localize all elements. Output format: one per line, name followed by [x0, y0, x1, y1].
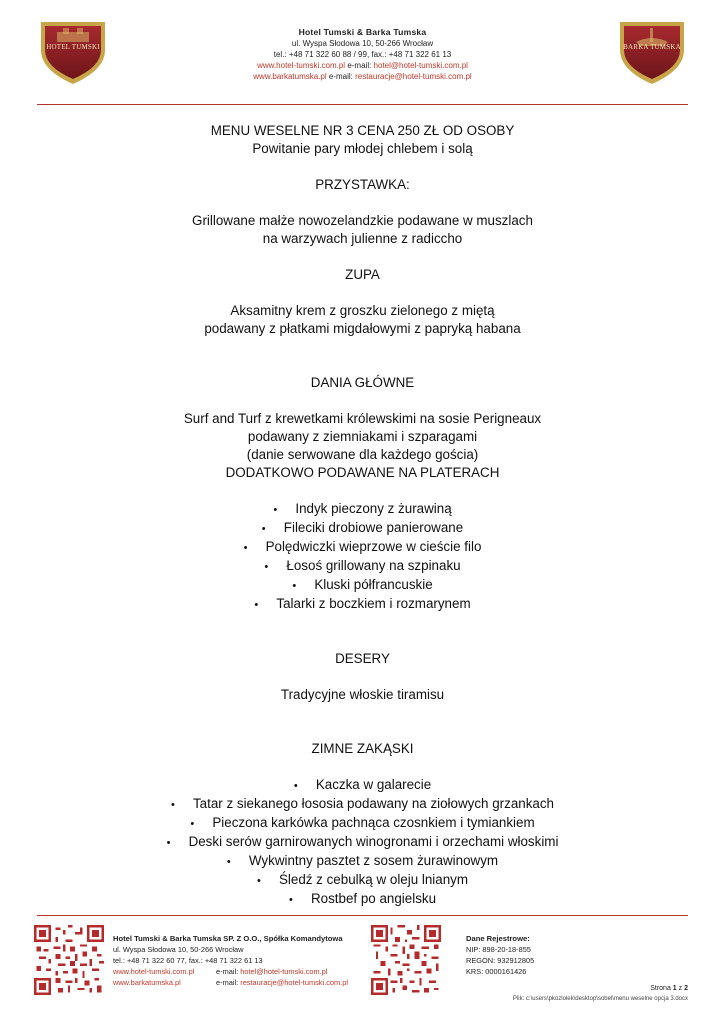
footer-company-name: Hotel Tumski & Barka Tumska SP. Z O.O., Spółka Komandytowa — [113, 934, 343, 943]
list-item: • Talarki z boczkiem i rozmarynem — [40, 595, 685, 614]
list-item: • Kaczka w galarecie — [40, 776, 685, 795]
footer-phone: tel.: +48 71 322 60 77, fax.: +48 71 322 61 13 — [113, 956, 263, 965]
header-contact-line-2 — [200, 71, 525, 82]
header-email-label: e-mail: — [345, 61, 374, 70]
soup-line: Aksamitny krem z groszku zielonego z miętą — [230, 303, 495, 318]
main-course-line: podawany z ziemniakami i szparagami — [247, 429, 478, 444]
header-phone: tel.: +48 71 322 60 88 / 99, fax.: +48 71 322 61 13 — [273, 50, 452, 59]
bullet-icon: • — [293, 780, 298, 792]
page-number: Strona 1 z 2 — [650, 985, 688, 992]
footer-website-hotel[interactable]: www.hotel-tumski.com.pl — [113, 967, 195, 976]
bullet-icon: • — [243, 542, 248, 554]
main-course-heading: DANIA GŁÓWNE — [310, 375, 415, 390]
bullet-icon: • — [190, 818, 195, 830]
footer-email-hotel[interactable]: hotel@hotel-tumski.com.pl — [240, 967, 328, 976]
footer-email-restaurant[interactable]: restauracje@hotel-tumski.com.pl — [240, 978, 348, 987]
qr-code-barka[interactable] — [371, 925, 441, 995]
list-item: • Polędwiczki wieprzowe w cieście filo — [40, 538, 685, 557]
list-item: • Łosoś grillowany na szpinaku — [40, 557, 685, 576]
logo-wordmark: BARKA TUMSKA — [623, 43, 681, 51]
file-path: Plik: c:\users\pkozlolek\desktop\sobel\menu weselne opcja 3.docx — [512, 996, 688, 1002]
soup-heading: ZUPA — [345, 267, 380, 282]
bullet-icon: • — [292, 580, 297, 592]
footer-website-barka[interactable]: www.barkatumska.pl — [113, 978, 181, 987]
starter-line: na warzywach julienne z radiccho — [262, 231, 463, 246]
footer-company-block — [113, 933, 358, 988]
shield-crest-icon — [37, 18, 109, 86]
qr-code-hotel[interactable] — [34, 925, 104, 995]
list-item: • Deski serów garnirowanych winogronami i orzechami włoskimi — [40, 833, 685, 852]
qr-code-icon — [371, 925, 441, 995]
bullet-icon: • — [264, 561, 269, 573]
header-address: ul. Wyspa Słodowa 10, 50-266 Wrocław — [291, 39, 434, 48]
barka-tumska-logo — [616, 18, 688, 86]
dessert-line: Tradycyjne włoskie tiramisu — [280, 687, 445, 702]
list-item: • Tatar z siekanego łososia podawany na ziołowych grzankach — [40, 795, 685, 814]
footer-contact-row — [113, 977, 358, 988]
logo-wordmark: HOTEL TUMSKI — [46, 43, 100, 51]
header-email-label: e-mail: — [326, 72, 356, 81]
list-item: • Rostbef po angielsku — [40, 890, 685, 909]
footer-nip: NIP: 898-20-18-855 — [466, 945, 531, 954]
footer-regon: REGON: 932912805 — [466, 956, 535, 965]
footer-krs: KRS: 0000161426 — [466, 967, 527, 976]
list-item: • Pieczona karkówka pachnąca czosnkiem i tymiankiem — [40, 814, 685, 833]
soup-line: podawany z płatkami migdałowymi z papryką habana — [204, 321, 521, 336]
main-course-line: Surf and Turf z krewetkami królewskimi na sosie Perigneaux — [183, 411, 542, 426]
footer-address: ul. Wyspa Słodowa 10, 50-266 Wrocław — [113, 945, 244, 954]
menu-body — [40, 122, 685, 909]
header-email-hotel[interactable]: hotel@hotel-tumski.com.pl — [373, 61, 468, 70]
footer-email-label: e-mail: — [216, 967, 241, 976]
bullet-icon: • — [261, 523, 266, 535]
footer-divider — [37, 915, 688, 916]
list-item: • Kluski półfrancuskie — [40, 576, 685, 595]
bullet-icon: • — [226, 856, 231, 868]
header-brand: Hotel Tumski & Barka Tumska — [298, 27, 427, 37]
footer-contact-row — [113, 966, 358, 977]
hotel-tumski-logo — [37, 18, 109, 86]
bullet-icon: • — [256, 875, 261, 887]
header-divider — [37, 104, 688, 105]
list-item: • Fileciki drobiowe panierowane — [40, 519, 685, 538]
footer-email-label: e-mail: — [216, 978, 241, 987]
cold-starters-heading: ZIMNE ZAKĄSKI — [311, 741, 414, 756]
bullet-icon: • — [166, 837, 171, 849]
list-item: • Wykwintny pasztet z sosem żurawinowym — [40, 852, 685, 871]
header-contact-line-1 — [200, 60, 525, 71]
bullet-icon: • — [170, 799, 175, 811]
header-contact-block — [200, 27, 525, 82]
platters-heading: DODATKOWO PODAWANE NA PLATERACH — [225, 465, 500, 480]
footer-registration-heading: Dane Rejestrowe: — [466, 934, 530, 943]
dessert-heading: DESERY — [335, 651, 390, 666]
main-course-line: (danie serwowane dla każdego gościa) — [246, 447, 479, 462]
header-website-barka[interactable]: www.barkatumska.pl — [253, 72, 327, 81]
cold-starters-list — [40, 776, 685, 909]
list-item: • Śledź z cebulką w oleju lnianym — [40, 871, 685, 890]
header-email-restaurant[interactable]: restauracje@hotel-tumski.com.pl — [355, 72, 472, 81]
header-website-hotel[interactable]: www.hotel-tumski.com.pl — [257, 61, 346, 70]
footer-registration-block — [466, 933, 616, 977]
menu-welcome: Powitanie pary młodej chlebem i solą — [252, 141, 473, 156]
bullet-icon: • — [288, 894, 293, 906]
platters-list — [40, 500, 685, 614]
menu-title: MENU WESELNE NR 3 CENA 250 ZŁ OD OSOBY — [210, 123, 515, 138]
qr-code-icon — [34, 925, 104, 995]
bullet-icon: • — [254, 599, 259, 611]
starter-line: Grillowane małże nowozelandzkie podawane w muszlach — [192, 213, 533, 228]
list-item: • Indyk pieczony z żurawiną — [40, 500, 685, 519]
starter-heading: PRZYSTAWKA: — [315, 177, 410, 192]
bullet-icon: • — [273, 504, 278, 516]
shield-crest-icon — [616, 18, 688, 86]
